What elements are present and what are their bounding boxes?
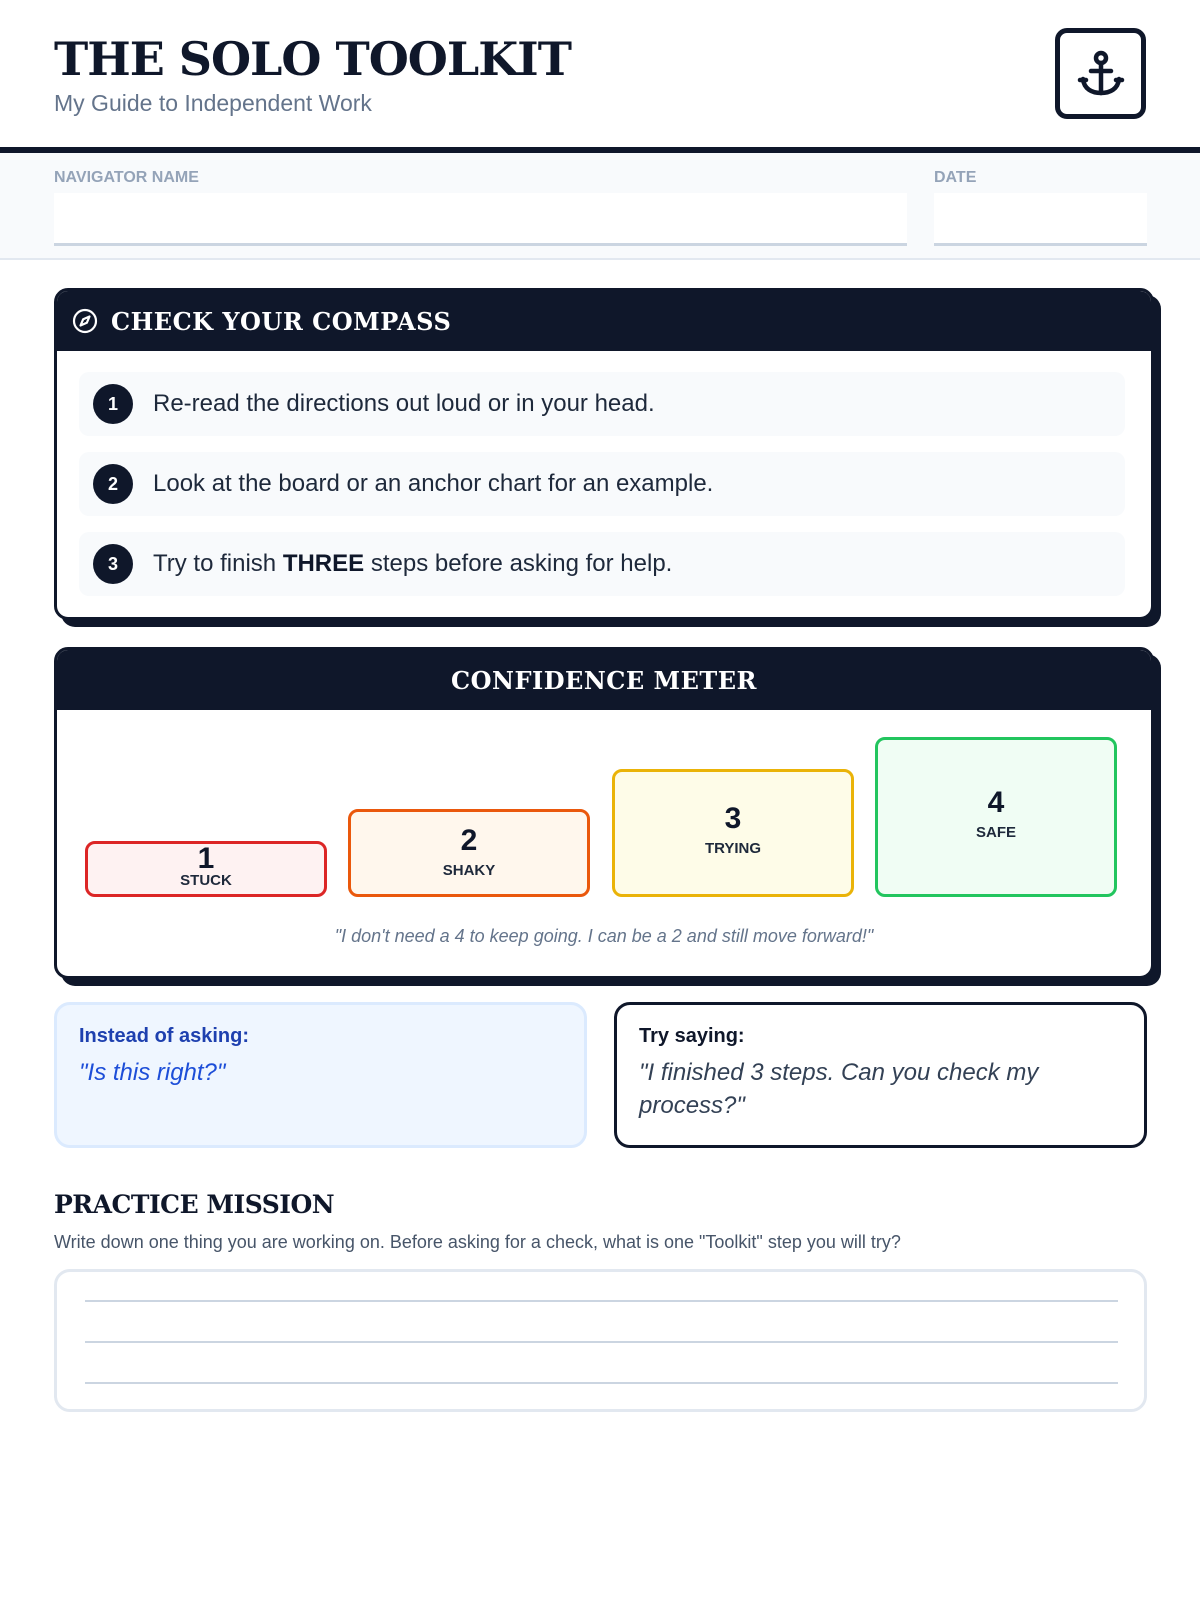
practice-mission-title: PRACTICE MISSION	[54, 1190, 335, 1219]
confidence-meter-header	[57, 650, 1151, 710]
mission-writing-area[interactable]	[54, 1269, 1147, 1412]
step-number: 2	[93, 464, 133, 504]
compass-step	[79, 372, 1125, 436]
try-saying-box	[614, 1002, 1147, 1148]
writing-line	[85, 1382, 1118, 1384]
compass-step	[79, 532, 1125, 596]
step-number: 3	[93, 544, 133, 584]
confidence-level-4	[875, 737, 1117, 897]
step-text-start: Try to finish	[153, 550, 283, 577]
step-text: Look at the board or an anchor chart for an example.	[153, 470, 714, 497]
level-label: STUCK	[180, 872, 232, 889]
confidence-meter-card	[54, 647, 1154, 979]
confidence-level-2	[348, 809, 590, 897]
step-number: 1	[93, 384, 133, 424]
compass-step	[79, 452, 1125, 516]
navigator-name-label: NAVIGATOR NAME	[54, 169, 199, 186]
level-number: 2	[460, 824, 478, 857]
instead-label: Instead of asking:	[79, 1025, 250, 1047]
level-label: TRYING	[704, 840, 762, 857]
step-text	[153, 550, 672, 578]
navigator-name-field[interactable]	[54, 193, 907, 246]
level-label: SAFE	[975, 824, 1016, 841]
writing-line	[85, 1300, 1118, 1302]
level-number: 4	[987, 786, 1005, 819]
practice-mission-prompt: Write down one thing you are working on. Before asking for a check, what is one "Toolkit" step you will try?	[54, 1232, 901, 1252]
compass-card-title: CHECK YOUR COMPASS	[111, 306, 452, 336]
try-label: Try saying:	[639, 1025, 745, 1047]
confidence-level-3	[612, 769, 854, 897]
step-text-end: steps before asking for help.	[364, 550, 673, 577]
compass-icon	[71, 307, 99, 335]
confidence-level-1	[85, 841, 327, 897]
confidence-meter-title: CONFIDENCE METER	[451, 665, 757, 695]
compass-card	[54, 288, 1154, 620]
compass-card-header	[57, 291, 1151, 351]
page-subtitle: My Guide to Independent Work	[54, 90, 372, 116]
info-band	[0, 153, 1200, 260]
anchor-icon	[1076, 49, 1126, 99]
step-text: Re-read the directions out loud or in your head.	[153, 390, 655, 417]
try-quote: "I finished 3 steps. Can you check my process?"	[639, 1059, 1039, 1119]
date-field[interactable]	[934, 193, 1147, 246]
instead-quote: "Is this right?"	[79, 1059, 226, 1086]
level-number: 1	[197, 842, 215, 875]
date-label: DATE	[934, 169, 977, 186]
meter-encouragement-quote: "I don't need a 4 to keep going. I can be a 2 and still move forward!"	[334, 926, 874, 946]
level-label: SHAKY	[442, 862, 496, 879]
anchor-badge	[1055, 28, 1146, 119]
level-number: 3	[724, 802, 742, 835]
writing-line	[85, 1341, 1118, 1343]
page-header	[0, 0, 1200, 148]
page-title: THE SOLO TOOLKIT	[54, 32, 571, 86]
instead-of-asking-box	[54, 1002, 587, 1148]
step-text-emphasis: THREE	[282, 550, 365, 577]
